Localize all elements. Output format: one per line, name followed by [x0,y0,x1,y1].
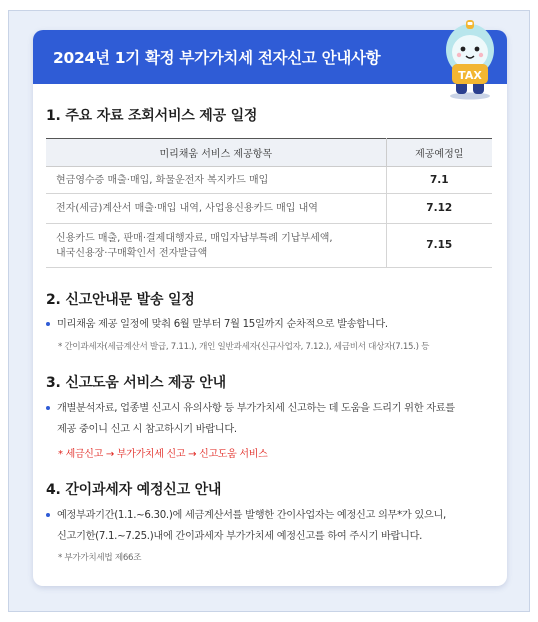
table-header-date: 제공예정일 [386,139,492,167]
section4-note: * 부가가치세법 제66조 [58,553,142,563]
table-row [46,194,492,224]
table-row [46,167,492,194]
table-header-row [46,139,492,167]
section2-note: * 간이과세자(세금계산서 발급, 7.11.), 개인 일반과세자(신규사업자, 7.12.), 세금비서 대상자(7.15.) 등 [58,342,430,352]
table-cell-date: 7.12 [386,194,492,224]
section2-bullet: 미리채움 제공 일정에 맞춰 6월 말부터 7월 15일까지 순차적으로 발송합니다. [46,314,496,335]
section1-title: 1. 주요 자료 조회서비스 제공 일정 [46,108,258,124]
section4-title: 4. 간이과세자 예정신고 안내 [46,482,222,498]
table-header-item: 미리채움 서비스 제공항목 [46,139,386,167]
table-cell-date: 7.15 [386,224,492,268]
section3-bullet: 개별분석자료, 업종별 신고시 유의사항 등 부가가치세 신고하는 데 도움을 드리기 위한 자료를 제공 중이니 신고 시 참고하시기 바랍니다. [46,398,496,440]
section3-title: 3. 신고도움 서비스 제공 안내 [46,375,226,391]
schedule-table [46,138,492,268]
notice-title: 2024년 1기 확정 부가가치세 전자신고 안내사항 [53,49,381,67]
notice-header [33,30,507,84]
bullet-dot-icon [46,513,50,517]
tax-mascot-icon [440,18,500,100]
table-cell-item: 신용카드 매출, 판매·결제대행자료, 매입자납부특례 기납부세액, 내국신용장·구매확인서 전자발급액 [46,224,386,268]
bullet-dot-icon [46,322,50,326]
table-row [46,224,492,268]
section4-bullet: 예정부과기간(1.1.~6.30.)에 세금계산서를 발행한 간이사업자는 예정신고 의무*가 있으니, 신고기한(7.1.~7.25.)내에 간이과세자 부가가치세 예정신고를 하여 주시기 바랍니다. [46,505,496,547]
bullet-dot-icon [46,406,50,410]
section3-menu-path: * 세금신고 → 부가가치세 신고 → 신고도움 서비스 [58,449,268,460]
table-cell-item: 전자(세금)계산서 매출·매입 내역, 사업용신용카드 매입 내역 [46,194,386,224]
table-cell-date: 7.1 [386,167,492,194]
section2-title: 2. 신고안내문 발송 일정 [46,292,195,308]
table-cell-item: 현금영수증 매출·매입, 화물운전자 복지카드 매입 [46,167,386,194]
mascot-badge-text: TAX [458,69,482,82]
